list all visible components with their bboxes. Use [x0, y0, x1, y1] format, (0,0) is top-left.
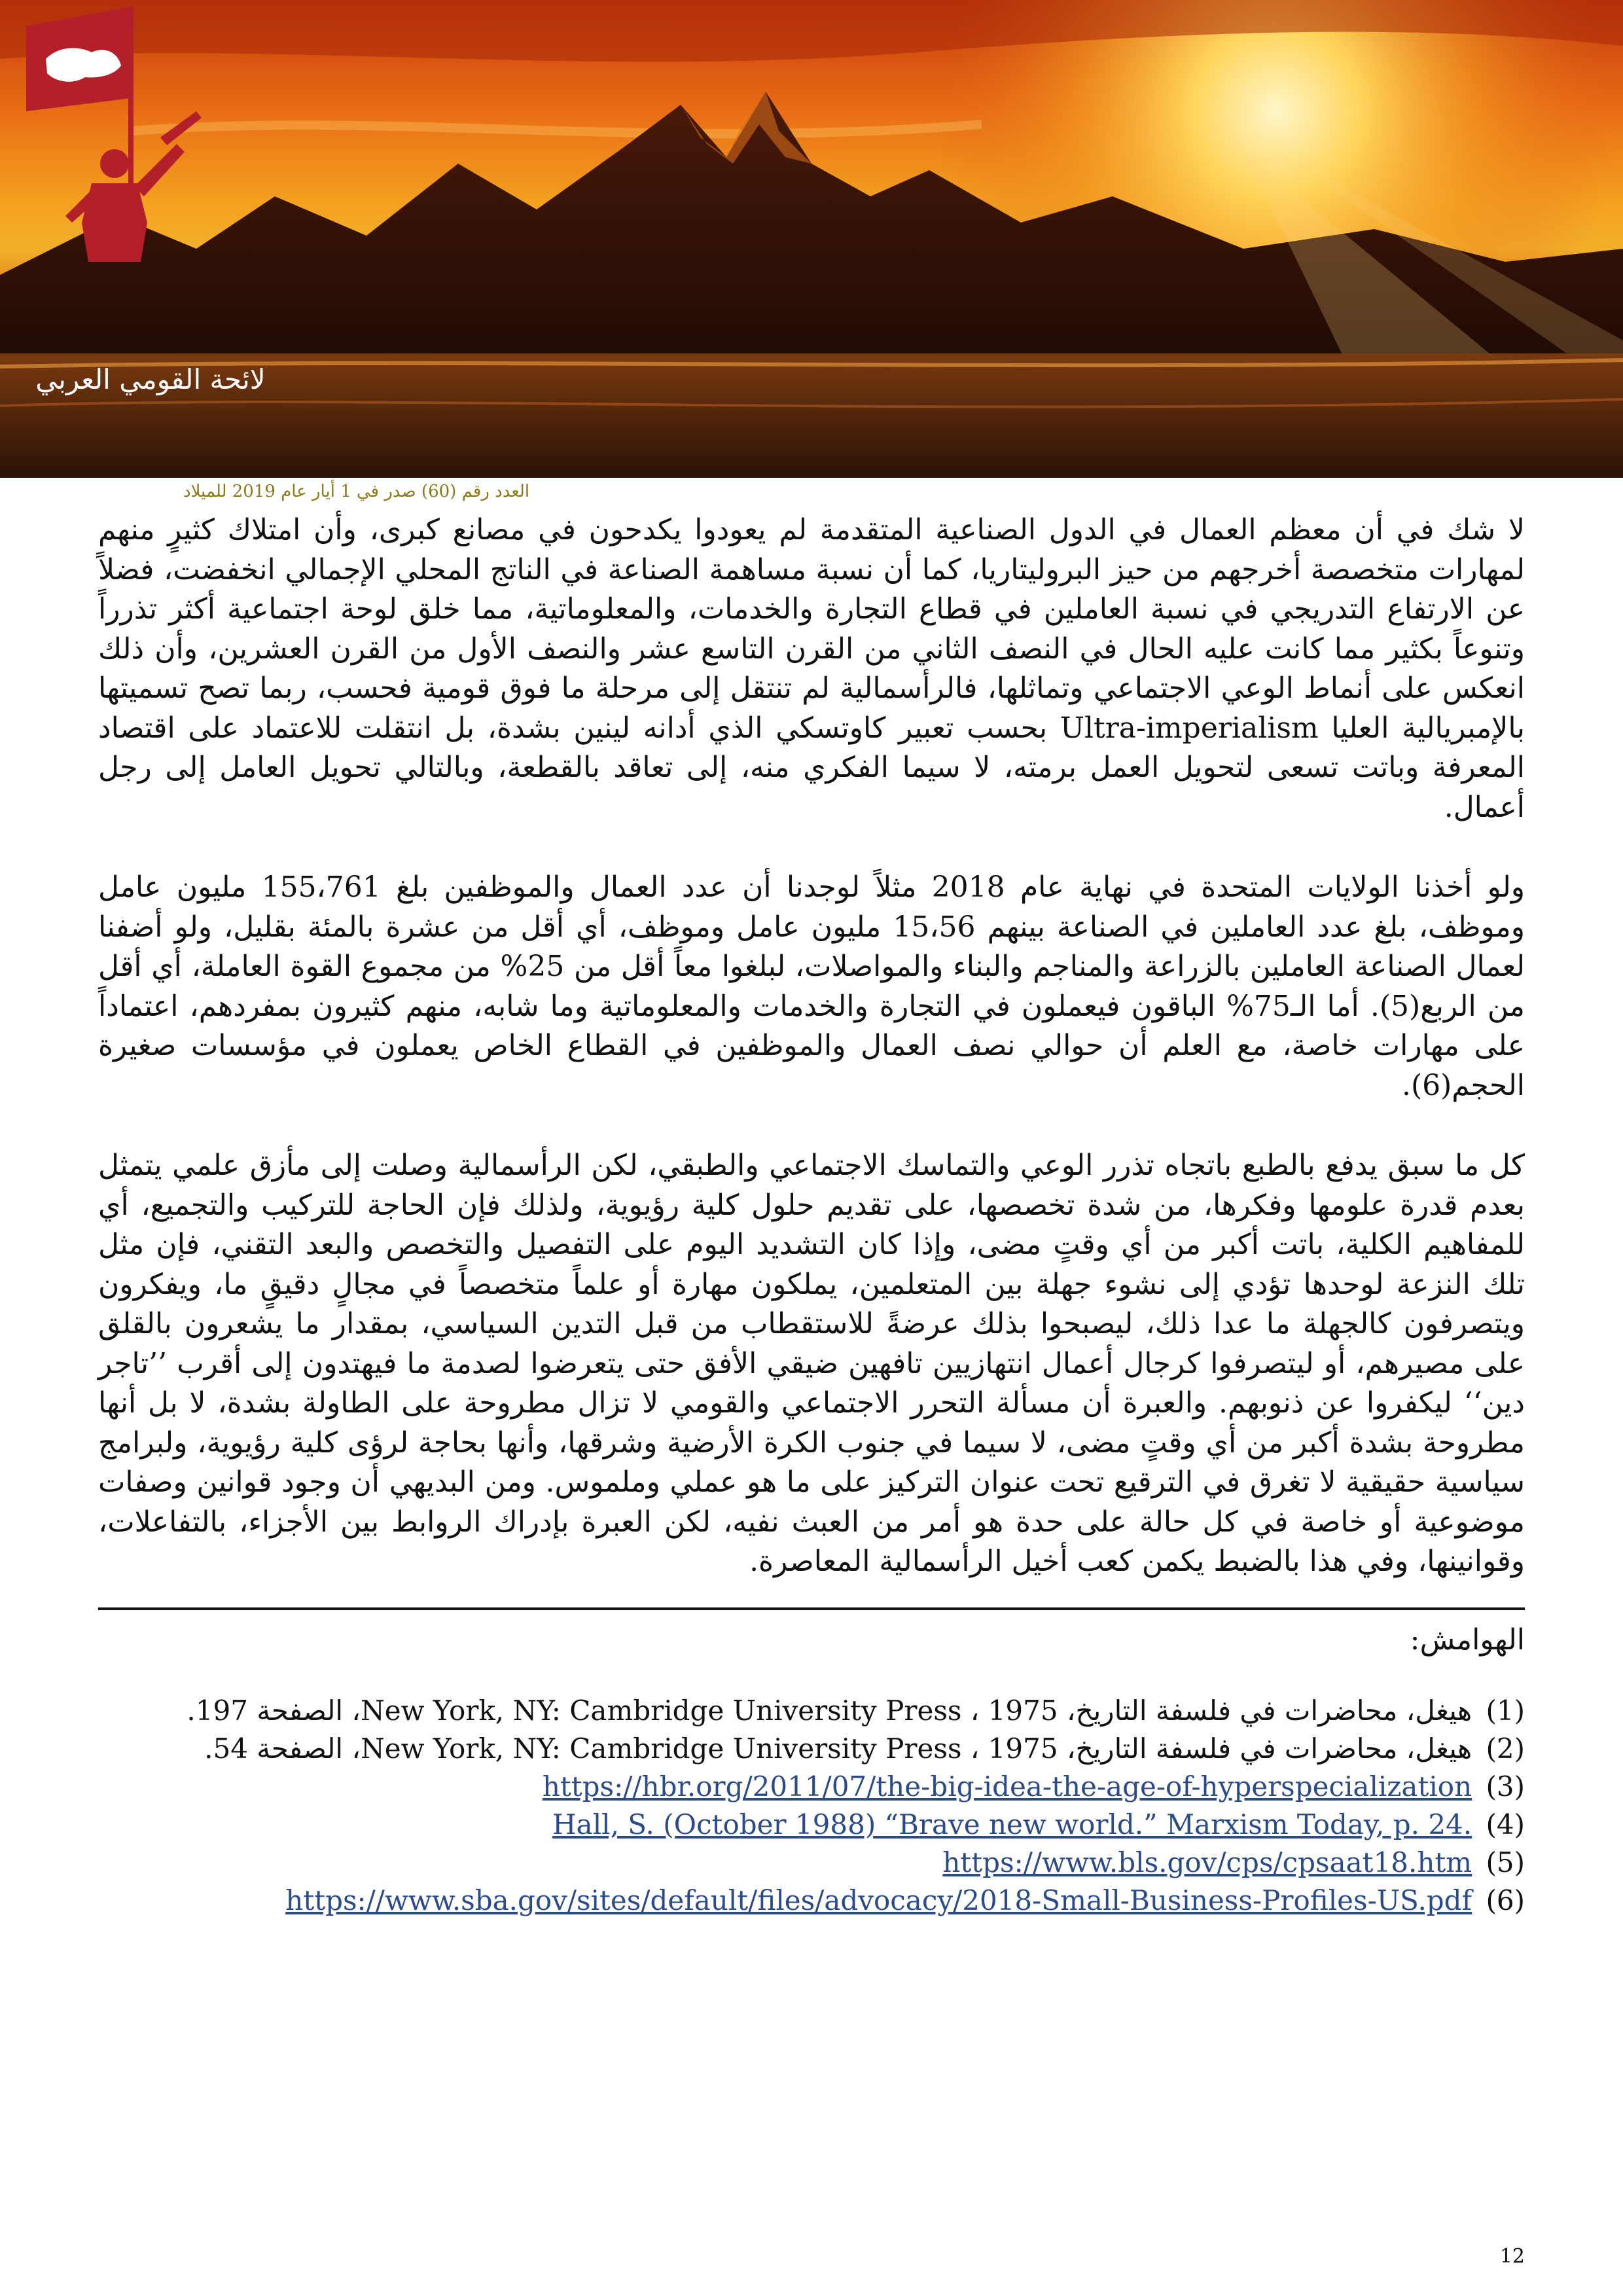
footnote-number: (5)	[1486, 1846, 1525, 1878]
footnote-number: (6)	[1486, 1884, 1525, 1916]
article-paragraph: ولو أخذنا الولايات المتحدة في نهاية عام 2018 مثلاً لوجدنا أن عدد العمال والموظفين بلغ 155،761 مليون عامل وموظف، بلغ عدد العاملين في الصناعة بينهم 15،56 مليون عامل وموظف، أي أقل من عشرة بالمئة بقليل، ولو أضفنا لعمال الصناعة العاملين بالزراعة والمناجم والبناء والمواصلات، لبلغوا معاً أقل من 25% من مجموع القوة العاملة، أي أقل من الربع(5). أما الـ75% الباقون فيعملون في التجارة والخدمات والمعلوماتية وما شابه، منهم كثيرون بمفردهم، اعتماداً على مهارات خاصة، مع العلم أن حوالي نصف العمال والموظفين في القطاع الخاص يعملون في مؤسسات صغيرة الحجم(6).	[98, 870, 1525, 1102]
footnote-item	[98, 1844, 1525, 1882]
footnote-link[interactable]: https://www.sba.gov/sites/default/files/advocacy/2018-Small-Business-Profiles-US.pdf	[285, 1884, 1472, 1916]
header-banner	[0, 0, 1623, 478]
footnote-number: (1)	[1486, 1695, 1525, 1727]
article-paragraph: لا شك في أن معظم العمال في الدول الصناعية المتقدمة لم يعودوا يكدحون في مصانع كبرى، وأن امتلاك كثيرٍ منهم لمهارات متخصصة أخرجهم من حيز البروليتاريا، كما أن نسبة مساهمة الصناعة في الناتج المحلي الإجمالي انخفضت، فضلاً عن الارتفاع التدريجي في نسبة العاملين في قطاع التجارة والخدمات، والمعلوماتية، مما خلق لوحة اجتماعية أكثر تذرراً وتنوعاً بكثير مما كانت عليه الحال في النصف الثاني من القرن التاسع عشر والنصف الأول من القرن العشرين، وأن ذلك انعكس على أنماط الوعي الاجتماعي وتماثلها، فالرأسمالية لم تنتقل إلى مرحلة ما فوق قومية فحسب، ربما تصح تسميتها بالإمبريالية العليا Ultra-imperialism بحسب تعبير كاوتسكي الذي أدانه لينين بشدة، بل انتقلت للاعتماد على اقتصاد المعرفة وباتت تسعى لتحويل العمل برمته، لا سيما الفكري منه، إلى تعاقد بالقطعة، وبالتالي تحويل العامل إلى رجل أعمال.	[98, 513, 1525, 824]
flag-fighter-logo-icon	[0, 0, 249, 275]
footnote-number: (2)	[1486, 1732, 1525, 1765]
footnote-link[interactable]: https://hbr.org/2011/07/the-big-idea-the-age-of-hyperspecialization	[542, 1770, 1472, 1803]
footnotes-list	[98, 1692, 1525, 1920]
footnotes-divider	[98, 1607, 1525, 1610]
footnotes-heading: الهوامش:	[1410, 1623, 1525, 1657]
footnote-number: (3)	[1486, 1770, 1525, 1803]
issue-line: العدد رقم (60) صدر في 1 أيار عام 2019 للميلاد	[183, 482, 530, 501]
article-paragraph: كل ما سبق يدفع بالطبع باتجاه تذرر الوعي والتماسك الاجتماعي والطبقي، لكن الرأسمالية وصلت إلى مأزق علمي يتمثل بعدم قدرة علومها وفكرها، من شدة تخصصها، على تقديم حلول كلية رؤيوية، ولذلك فإن الحاجة للتركيب والتجميع، أي للمفاهيم الكلية، باتت أكبر من أي وقتٍ مضى، وإذا كان التشديد اليوم على التفصيل والتخصص والبعد التقني، فإن مثل تلك النزعة لوحدها تؤدي إلى نشوء جهلة بين المتعلمين، يملكون مهارة أو علماً متخصصاً في مجالٍ دقيقٍ ما، ويفكرون ويتصرفون كالجهلة ما عدا ذلك، ليصبحوا بذلك عرضةً للاستقطاب من قبل التدين السياسي، بمقدار ما يشعرون بالقلق على مصيرهم، أو ليتصرفوا كرجال أعمال انتهازيين تافهين ضيقي الأفق حتى يتعرضوا لصدمة ما فيهتدون إلى أقرب ’’تاجر دين‘‘ ليكفروا عن ذنوبهم. والعبرة أن مسألة التحرر الاجتماعي والقومي لا تزال مطروحة على الطاولة بشدة، لا بل أنها مطروحة بشدة أكبر من أي وقتٍ مضى، لا سيما في جنوب الكرة الأرضية وشرقها، وأنها بحاجة لرؤى كلية رؤيوية، ولبرامج سياسية حقيقية لا تغرق في الترقيع تحت عنوان التركيز على ما هو عملي وملموس. ومن البديهي أن وجود قوانين وصفات موضوعية أو خاصة في كل حالة على حدة هو أمر من العبث نفيه، لكن العبرة بإدراك الروابط بين الأجزاء، بالتفاعلات، وقوانينها، وفي هذا بالضبط يكمن كعب أخيل الرأسمالية المعاصرة.	[98, 1149, 1525, 1578]
footnote-item	[98, 1882, 1525, 1920]
footnote-link[interactable]: https://www.bls.gov/cps/cpsaat18.htm	[942, 1846, 1472, 1878]
page-number: 12	[1499, 2245, 1525, 2268]
footnote-item	[98, 1692, 1525, 1730]
footnote-item	[98, 1768, 1525, 1806]
footnote-text: هيغل، محاضرات في فلسفة التاريخ، 1975 ، New York, NY: Cambridge University Press، الصفحة 197.	[187, 1695, 1472, 1727]
footnote-number: (4)	[1486, 1808, 1525, 1840]
footnote-item	[98, 1730, 1525, 1768]
logo-caption: لائحة القومي العربي	[35, 363, 266, 395]
footnote-item	[98, 1806, 1525, 1844]
article-body	[98, 511, 1525, 1582]
footnote-link[interactable]: Hall, S. (October 1988) “Brave new world.” Marxism Today, p. 24.	[552, 1808, 1472, 1840]
footnote-text: هيغل، محاضرات في فلسفة التاريخ، 1975 ، New York, NY: Cambridge University Press، الصفحة 54.	[204, 1732, 1472, 1765]
